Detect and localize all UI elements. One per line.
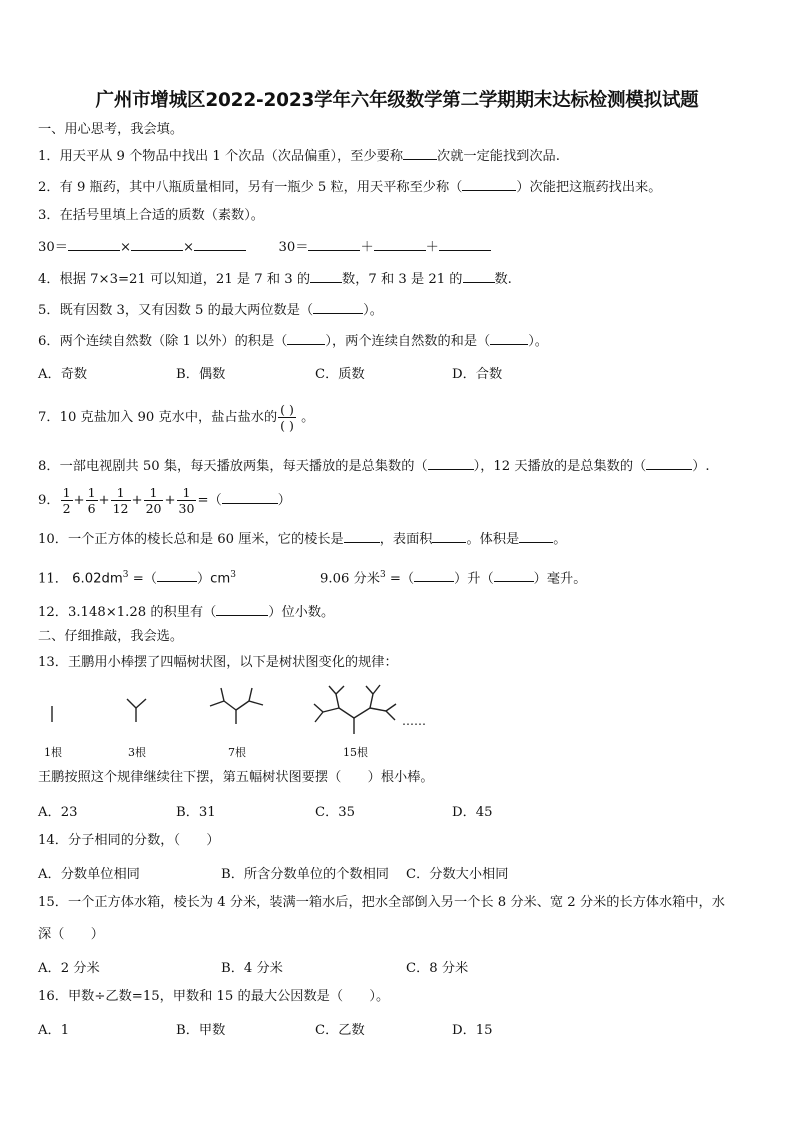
q6-option-a[interactable]: A．奇数 [38, 367, 88, 382]
q5-blank[interactable] [313, 301, 363, 314]
q3-sum-blank-3[interactable] [439, 238, 491, 251]
q3-product-blank-3[interactable] [194, 238, 246, 251]
q10-text-a: 10．一个正方体的棱长总和是 60 厘米，它的棱长是 [38, 532, 344, 547]
q10-blank-2[interactable] [432, 530, 466, 543]
q2-text-b: ）次能把这瓶药找出来。 [516, 180, 662, 195]
q9-fraction-2: $\frac{1}{6}$ [87, 484, 96, 516]
q11-volume-dm: 6.02dm [72, 571, 123, 587]
q1-text-b: 次就一定能找到次品. [437, 149, 560, 164]
q6-option-b[interactable]: B．偶数 [176, 367, 226, 382]
question-9 [38, 484, 291, 518]
q11-blank-2[interactable] [414, 569, 454, 582]
tree-diagram [36, 680, 456, 750]
q4-text-a: 4．根据 7×3=21 可以知道，21 是 7 和 3 的 [38, 272, 311, 287]
q3-plus-1: ＋ [360, 240, 374, 255]
q1-blank[interactable] [403, 147, 437, 160]
tree-continue-dots: …… [402, 714, 426, 728]
tree-4-label: 15根 [343, 746, 368, 759]
q3-sum-blank-1[interactable] [308, 238, 360, 251]
q11-text-ml: ）毫升。 [533, 571, 587, 587]
q12-blank[interactable] [216, 603, 268, 616]
q2-blank[interactable] [462, 178, 516, 191]
q12-text-a: 12．3.148×1.28 的积里有（ [38, 605, 217, 620]
q13-option-b[interactable]: B．31 [176, 805, 216, 820]
question-1 [38, 147, 560, 166]
q8-blank-2[interactable] [646, 457, 692, 470]
q7-fraction-blank[interactable] [278, 403, 296, 433]
q9-plus: + [131, 493, 143, 508]
q13-option-d[interactable]: D．45 [452, 805, 493, 820]
q11-label: 11． [38, 571, 68, 587]
question-13: 13．王鹏用小棒摆了四幅树状图，以下是树状图变化的规律： [38, 655, 398, 670]
q9-fraction-3: $\frac{1}{12}$ [112, 484, 129, 516]
q14-option-a[interactable]: A．分数单位相同 [38, 867, 140, 882]
q11-volume-dm2: 9.06 分米 [320, 571, 380, 587]
question-5 [38, 301, 383, 320]
question-12 [38, 603, 334, 622]
question-11-part-2 [320, 566, 586, 588]
q11-exp-1: 3 [122, 570, 129, 580]
q11-equals-1: =（ [128, 571, 157, 587]
q1-text-a: 1．用天平从 9 个物品中找出 1 个次品（次品偏重），至少要称 [38, 149, 404, 164]
question-10 [38, 530, 566, 549]
q9-label: 9． [38, 493, 60, 508]
q10-blank-1[interactable] [344, 530, 380, 543]
q14-option-c[interactable]: C．分数大小相同 [406, 867, 509, 882]
q3-sum-blank-2[interactable] [374, 238, 426, 251]
question-7 [38, 398, 314, 438]
q6-text-c: ）。 [528, 334, 548, 349]
q7-text-a: 7．10 克盐加入 90 克水中，盐占盐水的 [38, 410, 278, 425]
q7-text-b: 。 [301, 410, 315, 425]
q13-option-a[interactable]: A．23 [38, 805, 78, 820]
q6-blank-2[interactable] [490, 332, 528, 345]
q4-text-b: 数，7 和 3 是 21 的 [342, 272, 463, 287]
q9-plus: + [73, 493, 85, 508]
question-3: 3．在括号里填上合适的质数（素数）。 [38, 208, 264, 223]
question-6 [38, 332, 548, 351]
q15-option-a[interactable]: A．2 分米 [38, 961, 100, 976]
q8-text-c: ）. [692, 459, 710, 474]
question-2 [38, 178, 661, 197]
q11-blank-1[interactable] [157, 569, 197, 582]
question-8 [38, 457, 710, 476]
section-2-heading: 二、仔细推敲，我会选。 [38, 629, 184, 644]
q13-option-c[interactable]: C．35 [315, 805, 356, 820]
q16-option-c[interactable]: C．乙数 [315, 1023, 365, 1038]
q8-text-b: ），12 天播放的是总集数的（ [473, 459, 647, 474]
q6-text-b: ），两个连续自然数的和是（ [325, 334, 491, 349]
q3-product-label: 30＝ [38, 240, 68, 255]
question-3-blanks [38, 238, 491, 257]
question-11 [38, 566, 236, 588]
q9-close: ） [277, 493, 291, 508]
section-1-heading: 一、用心思考，我会填。 [38, 122, 184, 137]
q11-text-liter: ）升（ [454, 571, 494, 587]
q12-text-b: ）位小数。 [268, 605, 335, 620]
q8-text-a: 8．一部电视剧共 50 集，每天播放两集，每天播放的是总集数的（ [38, 459, 428, 474]
q16-option-d[interactable]: D．15 [452, 1023, 493, 1038]
q9-fraction-4: $\frac{1}{20}$ [145, 484, 162, 516]
q3-product-blank-1[interactable] [68, 238, 120, 251]
q16-option-a[interactable]: A．1 [38, 1023, 70, 1038]
q3-times-2: × [183, 240, 195, 255]
q10-blank-3[interactable] [519, 530, 553, 543]
q9-fraction-1: $\frac{1}{2}$ [62, 484, 71, 516]
q15-option-c[interactable]: C．8 分米 [406, 961, 469, 976]
question-13-ask: 王鹏按照这个规律继续往下摆，第五幅树状图要摆（ ）根小棒。 [38, 770, 434, 785]
question-4 [38, 270, 512, 289]
tree-1-label: 1根 [44, 746, 62, 759]
q8-blank-1[interactable] [428, 457, 474, 470]
q6-blank-1[interactable] [287, 332, 325, 345]
q9-fraction-5: $\frac{1}{30}$ [178, 484, 195, 516]
q14-option-b[interactable]: B．所含分数单位的个数相同 [221, 867, 389, 882]
q3-sum-label: 30＝ [278, 240, 309, 255]
q10-text-c: 。体积是 [466, 532, 520, 547]
question-14: 14．分子相同的分数，（ ） [38, 833, 220, 848]
q16-option-b[interactable]: B．甲数 [176, 1023, 226, 1038]
q10-text-b: ，表面积 [379, 532, 433, 547]
q9-plus: + [98, 493, 110, 508]
q9-blank[interactable] [222, 491, 278, 504]
q9-equals: =（ [197, 493, 222, 508]
q2-text-a: 2．有 9 瓶药，其中八瓶质量相同，另有一瓶少 5 粒，用天平称至少称（ [38, 180, 463, 195]
q4-text-c: 数. [494, 272, 512, 287]
question-15: 15．一个正方体水箱，棱长为 4 分米，装满一箱水后，把水全部倒入另一个长 8 分米、宽 2 分米的长方体水箱中，水 [38, 895, 725, 910]
q5-text-a: 5．既有因数 3，又有因数 5 的最大两位数是（ [38, 303, 314, 318]
q6-option-c[interactable]: C．质数 [315, 367, 365, 382]
question-16: 16．甲数÷乙数=15，甲数和 15 的最大公因数是（ ）。 [38, 989, 390, 1004]
q6-option-d[interactable]: D．合数 [452, 367, 503, 382]
q11-exp-3: 3 [379, 570, 386, 580]
q4-blank-2[interactable] [463, 270, 495, 283]
q3-times-1: × [119, 240, 132, 255]
q7-denominator: ( ) [280, 417, 294, 433]
q11-unit-cm: ）cm [196, 571, 231, 587]
q3-product-blank-2[interactable] [131, 238, 183, 251]
tree-2-label: 3根 [128, 746, 146, 759]
q10-text-d: 。 [553, 532, 567, 547]
q11-exp-2: 3 [230, 570, 236, 580]
q4-blank-1[interactable] [310, 270, 342, 283]
q9-plus: + [164, 493, 176, 508]
q11-blank-3[interactable] [494, 569, 534, 582]
question-15-cont: 深（ ） [38, 927, 104, 942]
page-title: 广州市增城区2022-2023学年六年级数学第二学期期末达标检测模拟试题 [95, 90, 699, 111]
q6-text-a: 6．两个连续自然数（除 1 以外）的积是（ [38, 334, 288, 349]
q15-option-b[interactable]: B．4 分米 [221, 961, 283, 976]
tree-3-label: 7根 [228, 746, 246, 759]
q3-plus-2: ＋ [425, 240, 439, 255]
q5-text-b: ）。 [363, 303, 383, 318]
q11-equals-2: =（ [385, 571, 415, 587]
q7-numerator: ( ) [280, 401, 294, 417]
